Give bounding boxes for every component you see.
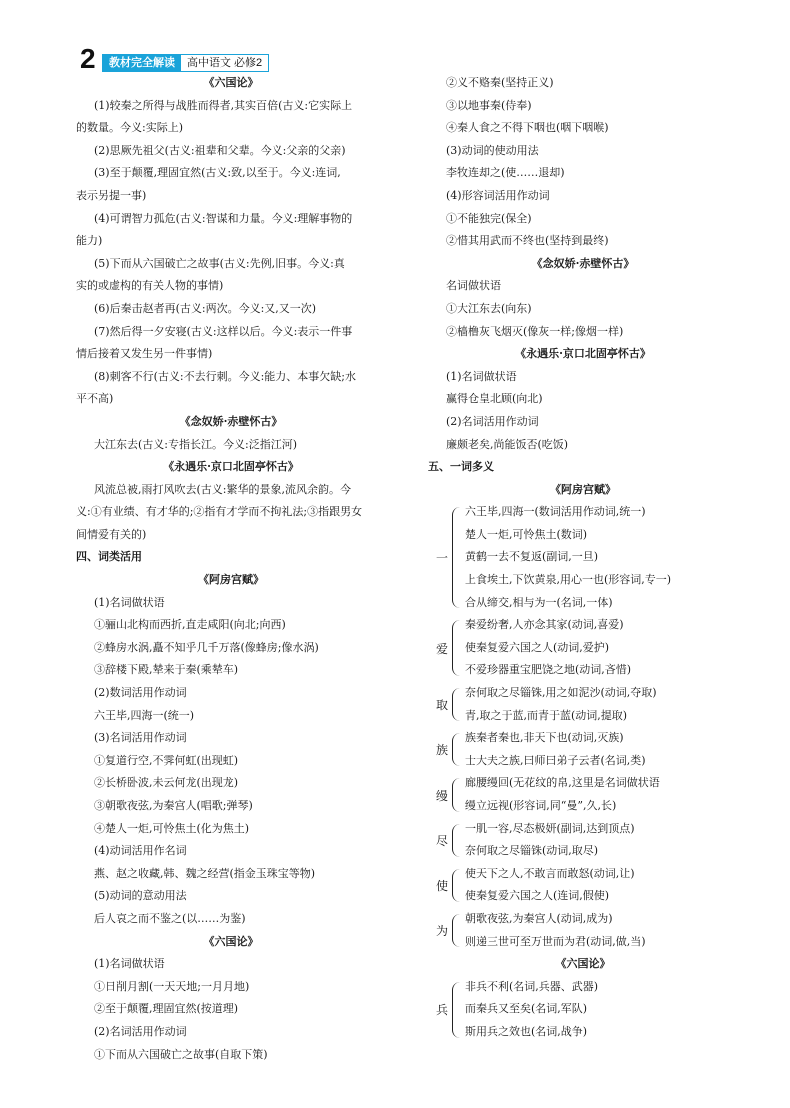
chapter-heading: 五、一词多义: [428, 461, 494, 474]
group-character: 族: [435, 743, 448, 758]
series-badge: 教材完全解读: [103, 55, 181, 71]
text-line: ①下而从六国破亡之故事(自取下策): [94, 1047, 268, 1061]
group-item: 非兵不利(名词,兵器、武器): [465, 979, 599, 993]
brace-icon: [452, 824, 461, 857]
brace-icon: [452, 778, 461, 811]
group-item: 使秦复爱六国之人(动词,爱护): [465, 640, 610, 654]
group-character: 缦: [435, 788, 448, 803]
section-title: 《六国论》: [203, 934, 259, 948]
text-line: ①骊山北构而西折,直走咸阳(向北;向西): [94, 618, 286, 632]
left-column: [76, 72, 386, 1066]
text-line: 六王毕,四海一(统一): [94, 708, 195, 722]
group-item: 上食埃土,下饮黄泉,用心一也(形容词,专一): [465, 573, 672, 587]
polysemy-group-zu: [428, 727, 738, 772]
section-title: 《念奴娇·赤壁怀古》: [179, 414, 283, 428]
group-item: 青,取之于蓝,而青于蓝(动词,提取): [465, 708, 628, 722]
text-line: ②至于颠覆,理固宜然(按道理): [94, 1002, 239, 1016]
group-item: 奈何取之尽锱铢(动词,取尽): [465, 844, 599, 858]
text-line: 燕、赵之收藏,韩、魏之经营(指金玉珠宝等物): [94, 866, 316, 880]
text-line: (4)动词活用作名词: [94, 844, 187, 858]
text-line: ④楚人一炬,可怜焦土(化为焦土): [94, 821, 250, 835]
brace-icon: [452, 914, 461, 947]
section-title: 《永遇乐·京口北固亭怀古》: [163, 460, 299, 474]
text-line: ①日削月割(一天天地;一月月地): [94, 979, 250, 993]
text-line: 后人哀之而不鉴之(以……为鉴): [94, 911, 246, 925]
text-line: ④秦人食之不得下咽也(咽下咽喉): [446, 121, 609, 135]
text-line: (7)然后得一夕安寝(古义:这样以后。今义:表示一件事: [94, 324, 353, 338]
text-line: (1)较秦之所得与战胜而得者,其实百倍(古义:它实际上: [94, 98, 353, 112]
right-column: [428, 72, 738, 1044]
polysemy-group-shi: [428, 863, 738, 908]
text-line: 廉颇老矣,尚能饭否(吃饭): [446, 437, 569, 451]
brace-icon: [452, 869, 461, 902]
group-item: 秦爱纷奢,人亦念其家(动词,喜爱): [465, 618, 624, 632]
text-line: (2)思厥先祖父(古义:祖辈和父辈。今义:父亲的父亲): [94, 143, 346, 157]
text-line: 大江东去(古义:专指长江。今义:泛指江河): [94, 437, 297, 451]
group-character: 一: [435, 551, 448, 566]
group-character: 爱: [435, 641, 448, 656]
group-character: 为: [435, 924, 448, 939]
text-line: ②义不赂秦(坚持正义): [446, 76, 554, 89]
text-line: 能力): [76, 234, 103, 248]
group-item: 廊腰缦回(无花纹的帛,这里是名词做状语: [465, 776, 660, 790]
group-item: 使秦复爱六国之人(连词,假使): [465, 889, 610, 903]
group-item: 则递三世可至万世而为君(动词,做,当): [465, 934, 646, 948]
brace-icon: [452, 507, 461, 608]
group-item: 黄鹤一去不复返(副词,一旦): [465, 550, 599, 564]
group-item: 缦立远视(形容词,同“曼”,久,长): [465, 799, 617, 812]
group-item: 合从缔交,相与为一(名词,一体): [465, 595, 613, 609]
text-line: ①复道行空,不霁何虹(出现虹): [94, 753, 239, 767]
text-line: 间情爱有关的): [76, 527, 147, 541]
group-character: 取: [435, 698, 448, 713]
group-item: 奈何取之尽锱铢,用之如泥沙(动词,夺取): [465, 686, 657, 700]
text-line: (6)后秦击赵者再(古义:两次。今义:又,又一次): [94, 301, 317, 315]
text-line: (1)名词做状语: [446, 369, 517, 383]
text-line: 风流总被,雨打风吹去(古义:繁华的景象,流风余韵。今: [94, 482, 351, 496]
group-item: 朝歌夜弦,为秦宫人(动词,成为): [465, 911, 613, 925]
text-line: 情后接着又发生另一件事情): [76, 347, 213, 361]
text-line: (2)数词活用作动词: [94, 686, 187, 700]
text-line: (4)可谓智力孤危(古义:智谋和力量。今义:理解事物的: [94, 211, 353, 225]
book-header: [102, 54, 269, 72]
polysemy-group-wei: [428, 908, 738, 953]
text-line: 李牧连却之(使……退却): [446, 166, 565, 180]
text-line: (2)名词活用作动词: [446, 414, 539, 428]
text-line: ①不能独完(保全): [446, 211, 532, 225]
group-item: 斯用兵之效也(名词,战争): [465, 1024, 588, 1038]
group-item: 族秦者秦也,非天下也(动词,灭族): [465, 731, 624, 745]
text-line: ②樯橹灰飞烟灭(像灰一样;像烟一样): [446, 324, 624, 338]
group-item: 一肌一容,尽态极妍(副词,达到顶点): [465, 821, 635, 835]
section-title: 《六国论》: [555, 957, 611, 971]
brace-icon: [452, 733, 461, 766]
text-line: 平不高): [76, 392, 114, 406]
polysemy-group-ai: [428, 614, 738, 682]
section-title: 《六国论》: [203, 76, 259, 89]
brace-icon: [452, 982, 461, 1038]
text-line: (5)下而从六国破亡之故事(古义:先例,旧事。今义:真: [94, 256, 345, 270]
text-line: (4)形容词活用作动词: [446, 188, 550, 202]
group-item: 使天下之人,不敢言而敢怒(动词,让): [465, 866, 635, 880]
text-line: 义:①有业绩、有才华的;②指有才学而不拘礼法;③指跟男女: [76, 505, 363, 519]
text-line: ③辞楼下殿,辇来于秦(乘辇车): [94, 663, 239, 677]
text-line: ①大江东去(向东): [446, 301, 532, 315]
text-line: 实的或虚构的有关人物的事情): [76, 279, 224, 293]
chapter-heading: 四、词类活用: [76, 551, 142, 564]
group-item: 而秦兵又至矣(名词,军队): [465, 1002, 588, 1016]
text-line: (3)至于颠覆,理固宜然(古义:致,以至于。今义:连词,: [94, 166, 341, 180]
brace-icon: [452, 620, 461, 676]
text-line: ②惜其用武而不终也(坚持到最终): [446, 234, 609, 248]
text-line: (2)名词活用作动词: [94, 1024, 187, 1038]
text-line: (5)动词的意动用法: [94, 889, 187, 903]
text-line: ②长桥卧波,未云何龙(出现龙): [94, 776, 239, 790]
text-line: (3)动词的使动用法: [446, 143, 539, 157]
group-item: 楚人一炬,可怜焦土(数词): [465, 527, 588, 541]
text-line: (1)名词做状语: [94, 957, 165, 971]
brace-icon: [452, 688, 461, 721]
text-line: 名词做状语: [446, 279, 501, 293]
text-line: 赢得仓皇北顾(向北): [446, 392, 543, 406]
polysemy-group-jin: [428, 818, 738, 863]
group-item: 不爱珍器重宝肥饶之地(动词,吝惜): [465, 663, 632, 677]
group-character: 尽: [435, 833, 448, 848]
text-line: (1)名词做状语: [94, 595, 165, 609]
section-title: 《阿房宫赋》: [198, 573, 264, 587]
text-line: ③朝歌夜弦,为秦宫人(唱歌;弹琴): [94, 799, 253, 812]
text-line: (3)名词活用作动词: [94, 731, 187, 745]
polysemy-group-yi: [428, 501, 738, 614]
text-line: ③以地事秦(侍奉): [446, 98, 532, 112]
polysemy-group-bing: [428, 976, 738, 1044]
text-line: 表示另提一事): [76, 188, 147, 202]
section-title: 《念奴娇·赤壁怀古》: [531, 256, 635, 270]
polysemy-group-qu: [428, 682, 738, 727]
subject-label: 高中语文 必修2: [187, 57, 263, 69]
text-line: 的数量。今义:实际上): [76, 121, 183, 135]
group-item: 六王毕,四海一(数词活用作动词,统一): [465, 505, 646, 519]
text-line: ②蜂房水涡,矗不知乎几千万落(像蜂房;像水涡): [94, 640, 319, 654]
text-line: (8)刺客不行(古义:不去行刺。今义:能力、本事欠缺;水: [94, 369, 356, 383]
page-number: 2: [80, 43, 96, 74]
section-title: 《永遇乐·京口北固亭怀古》: [515, 347, 651, 361]
group-item: 士大夫之族,曰师曰弟子云者(名词,类): [465, 753, 646, 767]
group-character: 兵: [435, 1003, 448, 1018]
polysemy-group-man: [428, 772, 738, 817]
section-title: 《阿房宫赋》: [550, 482, 616, 496]
group-character: 使: [435, 878, 448, 893]
